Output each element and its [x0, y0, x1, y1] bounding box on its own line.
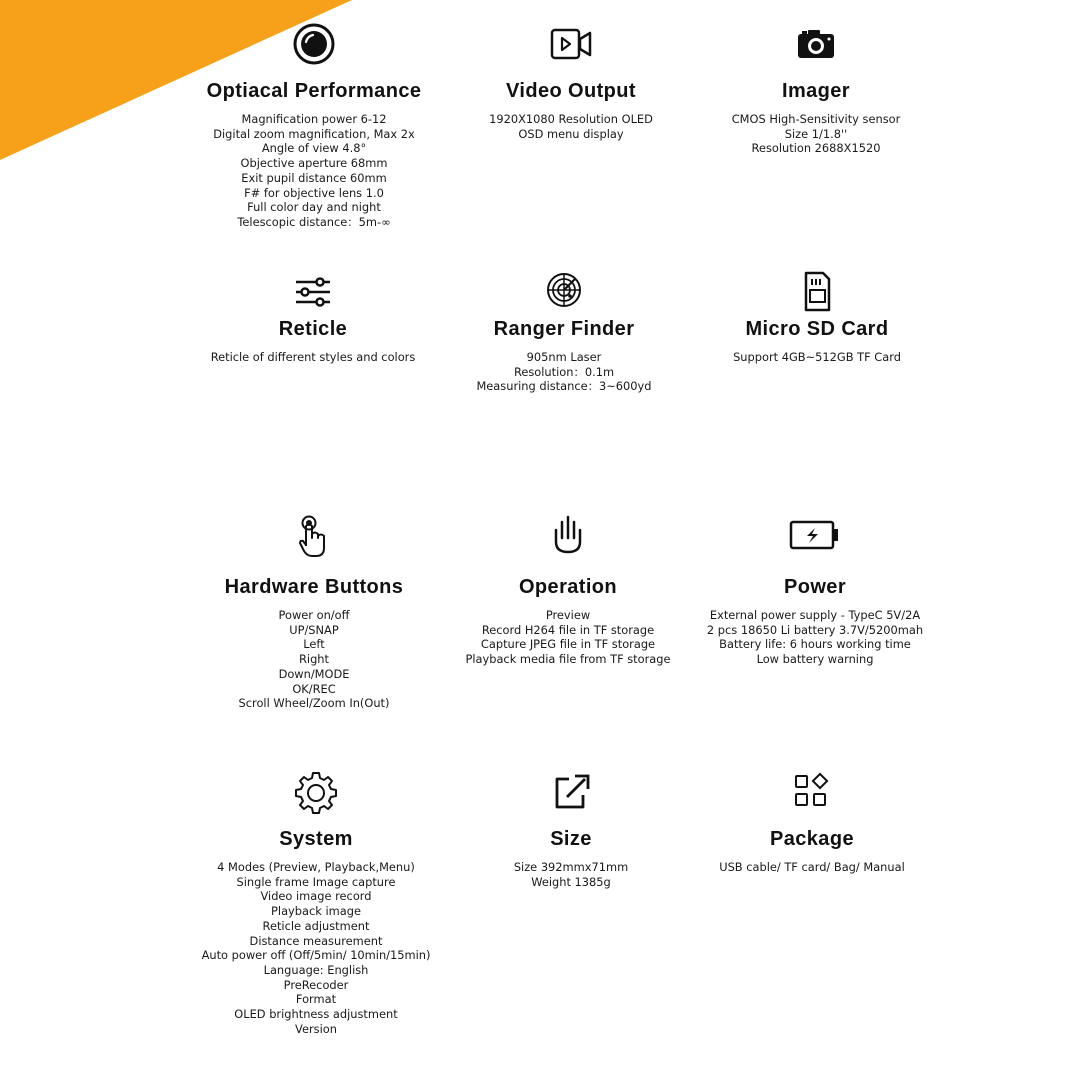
feature-title: Power — [783, 576, 847, 598]
feature-title: Operation — [518, 576, 618, 598]
gear-icon — [294, 770, 338, 814]
feature-line: Full color day and night — [247, 200, 381, 215]
sd-card-icon — [795, 270, 839, 314]
feature-power — [665, 514, 965, 674]
feature-line: UP/SNAP — [289, 622, 339, 637]
feature-lines — [662, 860, 962, 875]
feature-line: Down/MODE — [278, 666, 350, 681]
feature-line: 1920X1080 Resolution OLED — [489, 112, 653, 126]
feature-line: OK/REC — [292, 681, 336, 696]
feature-line: Right — [299, 652, 329, 667]
feature-line: Single frame Image capture — [236, 874, 396, 889]
feature-line: Magnification power 6-12 — [241, 112, 387, 126]
feature-line: Objective aperture 68mm — [240, 156, 388, 171]
feature-line: Version — [295, 1021, 337, 1036]
feature-line: Playback image — [271, 904, 361, 919]
feature-line: Left — [303, 637, 325, 652]
feature-line: Support 4GB~512GB TF Card — [733, 350, 901, 364]
feature-line: Language: English — [263, 962, 369, 977]
feature-line: Scroll Wheel/Zoom In(Out) — [238, 696, 390, 711]
feature-line: F# for objective lens 1.0 — [244, 185, 384, 200]
feature-title: Video Output — [506, 80, 636, 102]
feature-line: 905nm Laser — [526, 350, 602, 364]
battery-charging-icon — [789, 514, 841, 558]
feature-line: Size 1/1.8'' — [784, 126, 848, 141]
feature-line: Format — [295, 992, 337, 1007]
feature-line: Resolution：0.1m — [513, 364, 615, 379]
feature-line: Power on/off — [278, 608, 350, 622]
radar-icon — [542, 270, 586, 314]
feature-title: Ranger Finder — [493, 318, 635, 340]
feature-line: Record H264 file in TF storage — [481, 622, 655, 637]
touch-finger-icon — [292, 514, 336, 558]
feature-line: OSD menu display — [518, 126, 624, 141]
feature-line: OLED brightness adjustment — [234, 1007, 398, 1022]
feature-line: Reticle of different styles and colors — [210, 350, 416, 364]
feature-line: 4 Modes (Preview, Playback,Menu) — [217, 860, 415, 874]
feature-line: External power supply - TypeC 5V/2A — [709, 608, 921, 622]
feature-line: Preview — [545, 608, 591, 622]
feature-line: Measuring distance：3~600yd — [476, 379, 652, 394]
feature-imager — [666, 22, 966, 162]
apps-grid-icon — [790, 770, 834, 814]
feature-title: Optiacal Performance — [206, 80, 422, 102]
camera-icon — [794, 22, 838, 66]
feature-line: Exit pupil distance 60mm — [241, 170, 387, 185]
feature-line: Angle of view 4.8° — [261, 141, 367, 156]
feature-title: System — [279, 828, 353, 850]
feature-lines — [666, 112, 966, 156]
feature-title: Imager — [782, 80, 850, 102]
feature-line: Playback media file from TF storage — [465, 652, 671, 667]
feature-optical — [164, 22, 464, 237]
feature-line: Telescopic distance：5m-∞ — [237, 214, 391, 229]
feature-line: Distance measurement — [249, 933, 383, 948]
feature-title: Micro SD Card — [745, 318, 889, 340]
feature-line: Low battery warning — [756, 652, 874, 667]
feature-title: Hardware Buttons — [224, 576, 404, 598]
feature-lines — [164, 112, 464, 230]
feature-line: Capture JPEG file in TF storage — [480, 637, 656, 652]
feature-line: Reticle adjustment — [262, 918, 370, 933]
lens-icon — [292, 22, 336, 66]
external-link-icon — [549, 770, 593, 814]
hand-wave-icon — [546, 514, 590, 558]
feature-package — [662, 770, 962, 880]
feature-sdcard — [667, 270, 967, 370]
feature-line: Battery life: 6 hours working time — [719, 637, 911, 652]
feature-title: Package — [770, 828, 854, 850]
feature-line: Digital zoom magnification, Max 2x — [213, 126, 415, 141]
feature-lines — [667, 350, 967, 365]
feature-line: Weight 1385g — [531, 874, 611, 889]
feature-line: Size 392mmx71mm — [513, 860, 629, 874]
feature-title: Reticle — [278, 318, 348, 340]
sliders-icon — [291, 270, 335, 314]
feature-line: USB cable/ TF card/ Bag/ Manual — [719, 860, 905, 874]
feature-line: 2 pcs 18650 Li battery 3.7V/5200mah — [706, 622, 924, 637]
feature-line: Auto power off (Off/5min/ 10min/15min) — [201, 948, 431, 963]
feature-line: PreRecoder — [283, 977, 349, 992]
feature-lines — [665, 608, 965, 667]
feature-line: Resolution 2688X1520 — [751, 141, 881, 156]
feature-line: Video image record — [260, 889, 372, 904]
feature-title: Size — [550, 828, 592, 850]
feature-line: CMOS High-Sensitivity sensor — [731, 112, 901, 126]
video-camera-icon — [549, 22, 593, 66]
